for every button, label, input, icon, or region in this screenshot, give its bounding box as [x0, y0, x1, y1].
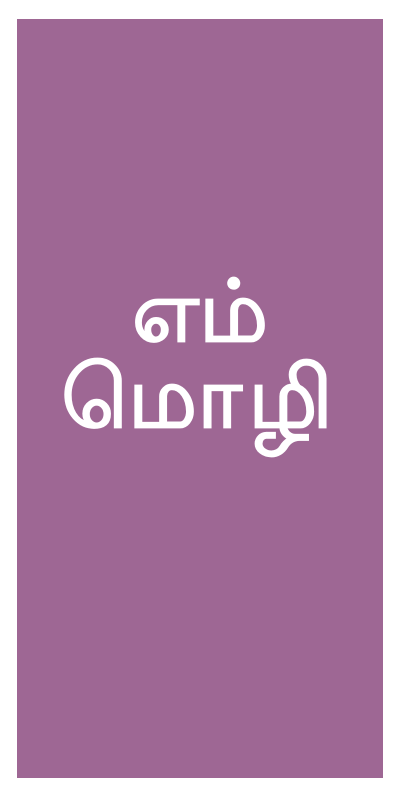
app-title-line-2: மொழி [61, 348, 339, 448]
app-title [17, 262, 383, 448]
splash-panel [17, 19, 383, 778]
app-title-line-1: எம் [131, 262, 269, 362]
